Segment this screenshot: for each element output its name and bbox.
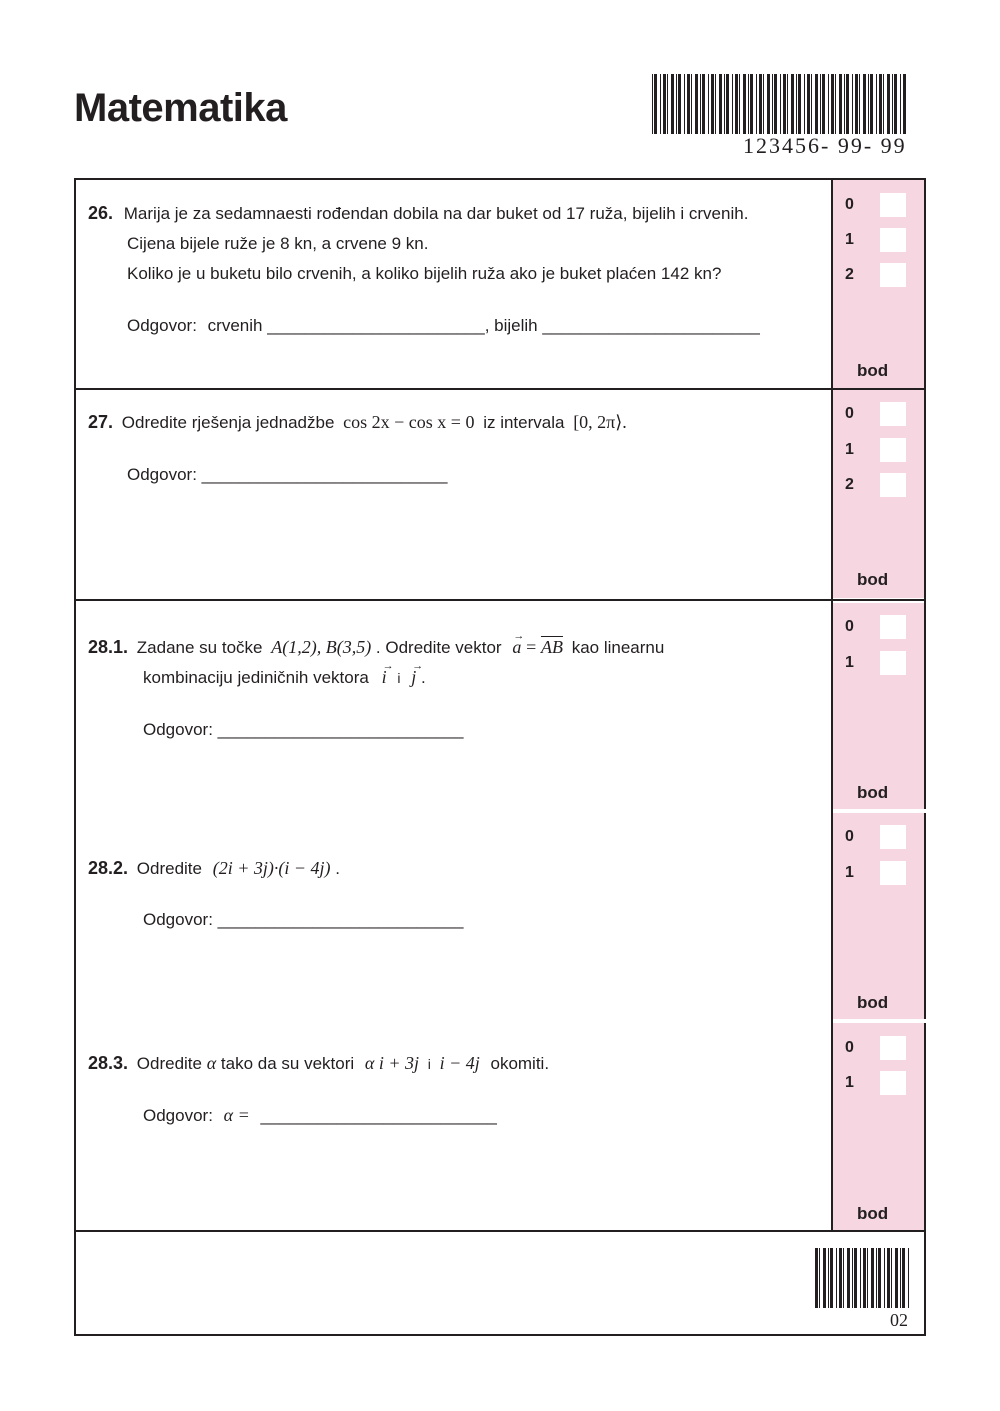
vector-i: → i [382,662,387,692]
question-number: 28.1. [88,637,129,657]
red-label: crvenih [207,316,263,335]
score-label-0: 0 [845,1039,854,1056]
question-text: Odredite [136,859,202,878]
answer-blank[interactable]: __________________________ [201,465,448,484]
score-box-1[interactable] [880,861,906,885]
score-label-2: 2 [845,476,854,493]
question-number: 26. [88,203,114,223]
score-box-0[interactable] [880,193,906,217]
question-number: 28.2. [88,858,129,878]
score-column-28-2 [833,813,924,1019]
question-text: Odredite [136,1054,202,1073]
score-column-28-3 [833,1023,924,1230]
row-divider [74,388,926,390]
answer-blank[interactable]: __________________________ [217,720,464,739]
conjunction: i [427,1056,431,1072]
row-divider [74,1230,926,1232]
score-box-0[interactable] [880,825,906,849]
score-box-0[interactable] [880,1036,906,1060]
score-label-0: 0 [845,196,854,213]
vector-j: → j [411,662,416,692]
white-answer-blank[interactable]: _______________________ [542,316,760,335]
vector-2: i − 4j [439,1053,480,1073]
points: A(1,2), B(3,5) [271,637,372,657]
question-28-1 [88,632,664,663]
equation: cos 2x − cos x = 0 [343,412,475,432]
question-text: Zadane su točke [136,638,263,657]
score-box-2[interactable] [880,263,906,287]
red-answer-blank[interactable]: _______________________ [267,316,485,335]
score-label-0: 0 [845,405,854,422]
answer-line-26 [127,311,760,341]
white-label: , bijelih [484,316,538,335]
question-text: Marija je za sedamnaesti rođendan dobila na dar buket od 17 ruža, bijelih i crvenih. [123,204,749,223]
question-text-c: okomiti. [490,1054,550,1073]
answer-label: Odgovor: [143,910,213,929]
score-label-1: 1 [845,654,854,671]
score-column-28-1 [833,603,924,809]
bod-label: bod [857,570,889,589]
alpha: α [206,1053,217,1073]
score-label-1: 1 [845,441,854,458]
page-number: 02 [890,1310,908,1330]
question-text: kombinaciju jediničnih vektora [143,668,369,687]
end-period: . [335,859,340,878]
interval-text: iz intervala [483,413,565,432]
vector-ab: $\overline{AB}$ [540,637,563,657]
question-26-line3: Koliko je u buketu bilo crvenih, a koliko bijelih ruža ako je buket plaćen 142 kn? [127,264,722,283]
score-column-27 [833,390,924,598]
question-number: 27. [88,412,114,432]
score-label-2: 2 [845,266,854,283]
answer-blank[interactable]: __________________________ [217,910,464,929]
score-label-1: 1 [845,864,854,881]
column-divider [831,178,833,1232]
score-label-0: 0 [845,828,854,845]
answer-line-27 [127,460,448,490]
page-title: Matematika [74,86,287,130]
answer-label: Odgovor: [143,1106,213,1125]
equals-sign: = [526,637,537,657]
question-28-2 [88,853,340,884]
score-column-26 [833,180,924,388]
barcode-number: 123456- 99- 99 [743,133,907,158]
score-box-0[interactable] [880,615,906,639]
question-number: 28.3. [88,1053,129,1073]
answer-label: Odgovor: [127,316,197,335]
end-period: . [420,668,426,687]
score-label-1: 1 [845,231,854,248]
answer-line-28-3 [143,1100,497,1131]
score-box-1[interactable] [880,1071,906,1095]
interval: [0, 2π⟩. [573,412,627,432]
answer-blank[interactable]: _________________________ [260,1106,497,1125]
score-box-2[interactable] [880,473,906,497]
question-text-b: tako da su vektori [220,1054,355,1073]
bod-label: bod [857,361,889,380]
score-box-0[interactable] [880,402,906,426]
conjunction: i [397,670,401,686]
score-label-1: 1 [845,1074,854,1091]
question-28-3 [88,1048,549,1079]
row-divider [74,599,926,601]
answer-line-28-1 [143,715,464,745]
answer-label: Odgovor: [127,465,197,484]
answer-frame [74,178,926,1336]
score-box-1[interactable] [880,438,906,462]
question-text: Odredite rješenja jednadžbe [121,413,335,432]
question-text-c: kao linearnu [571,638,665,657]
barcode-top [652,74,906,134]
score-box-1[interactable] [880,228,906,252]
answer-line-28-2 [143,905,464,935]
barcode-bottom [815,1248,909,1308]
question-27 [88,407,627,438]
vector-a: → a [512,632,521,662]
question-text-b: . Odredite vektor [375,638,502,657]
bod-label: bod [857,783,889,802]
score-box-1[interactable] [880,651,906,675]
question-26 [88,198,748,229]
question-28-1-line2 [143,662,426,693]
answer-label: Odgovor: [143,720,213,739]
bod-label: bod [857,993,889,1012]
bod-label: bod [857,1204,889,1223]
vector-1: α i + 3j [364,1053,419,1073]
expression: (2i + 3j)·(i − 4j) [212,858,331,878]
alpha-equals: α = [223,1105,250,1125]
question-26-line2: Cijena bijele ruže je 8 kn, a crvene 9 kn. [127,234,429,253]
score-label-0: 0 [845,618,854,635]
